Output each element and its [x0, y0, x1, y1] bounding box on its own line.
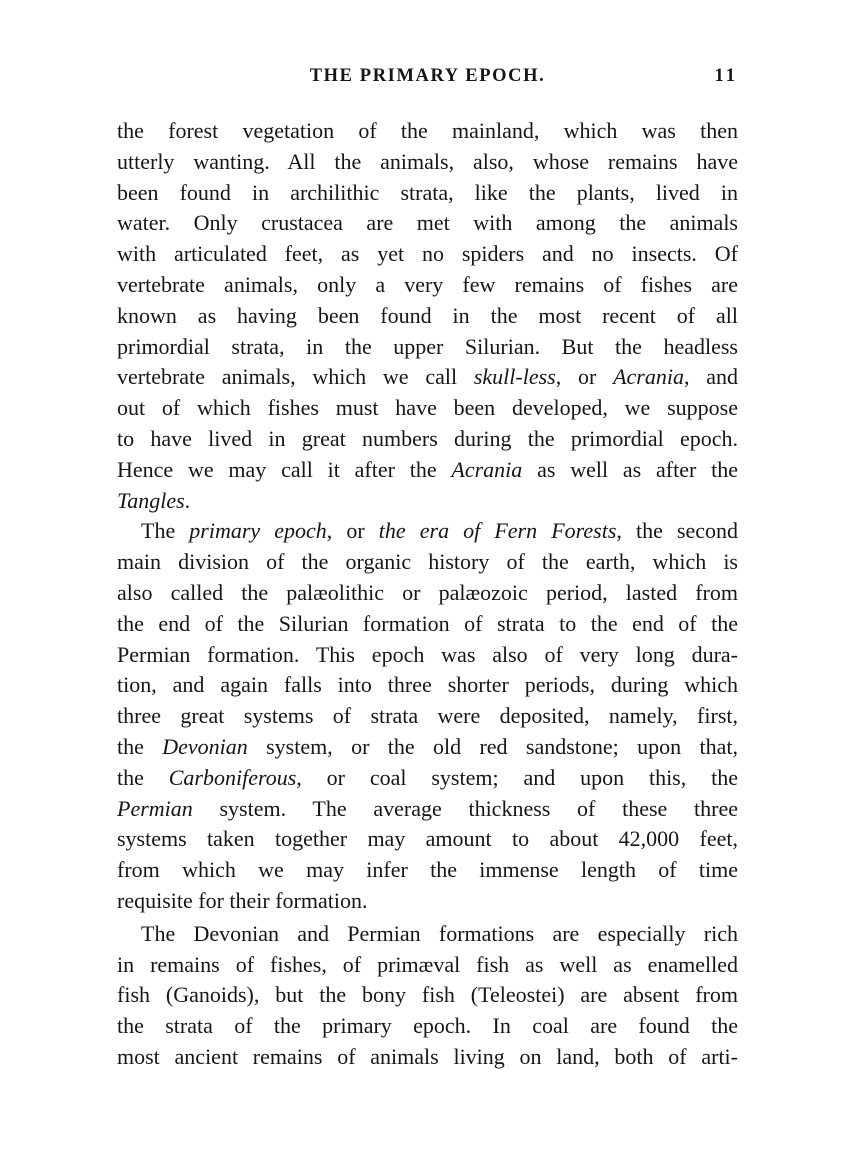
text-line: Tangles. — [117, 487, 191, 513]
text-line: primordial strata, in the upper Silurian. But the headless — [117, 333, 738, 359]
text-line: requisite for their formation. — [117, 887, 368, 913]
text-line: three great systems of strata were deposited, namely, first, — [117, 703, 738, 729]
text-line: Permian system. The average thickness of these three — [117, 795, 738, 821]
text-line: also called the palæolithic or palæozoic period, lasted from — [117, 579, 738, 605]
text-line: out of which fishes must have been developed, we suppose — [117, 395, 738, 421]
running-title: THE PRIMARY EPOCH. — [309, 66, 546, 86]
text-line: in remains of fishes, of primæval fish as well as enamelled — [117, 951, 738, 977]
text-line: tion, and again falls into three shorter periods, during which — [117, 672, 738, 698]
text-line: The Devonian and Permian formations are especially rich — [141, 920, 738, 946]
text-line: known as having been found in the most recent of all — [117, 302, 738, 328]
text-line: the end of the Silurian formation of strata to the end of the — [117, 610, 738, 636]
text-line: with articulated feet, as yet no spiders and no insects. Of — [117, 241, 738, 267]
text-line: from which we may infer the immense length of time — [117, 857, 738, 883]
text-line: vertebrate animals, only a very few remains of fishes are — [117, 271, 738, 297]
text-line: most ancient remains of animals living on land, both of arti- — [117, 1043, 738, 1069]
text-line: the strata of the primary epoch. In coal are found the — [117, 1013, 738, 1039]
text-line: the Devonian system, or the old red sandstone; upon that, — [117, 733, 738, 759]
text-line: utterly wanting. All the animals, also, whose remains have — [117, 148, 738, 174]
text-line: vertebrate animals, which we call skull-less, or Acrania, and — [117, 364, 738, 390]
text-line: Hence we may call it after the Acrania as well as after the — [117, 456, 738, 482]
text-line: the Carboniferous, or coal system; and upon this, the — [117, 764, 738, 790]
text-line: water. Only crustacea are met with among the animals — [117, 210, 738, 236]
text-line: The primary epoch, or the era of Fern Forests, the second — [141, 518, 738, 544]
body-text — [117, 116, 738, 1073]
text-line: systems taken together may amount to about 42,000 feet, — [117, 826, 738, 852]
running-head — [117, 64, 738, 88]
text-line: been found in archilithic strata, like the plants, lived in — [117, 179, 738, 205]
text-line: main division of the organic history of the earth, which is — [117, 549, 738, 575]
page-number: 11 — [714, 66, 738, 86]
text-line: to have lived in great numbers during the primordial epoch. — [117, 425, 738, 451]
text-line: Permian formation. This epoch was also of very long dura- — [117, 641, 738, 667]
text-line: fish (Ganoids), but the bony fish (Teleostei) are absent from — [117, 982, 738, 1008]
text-line: the forest vegetation of the mainland, which was then — [117, 118, 738, 143]
